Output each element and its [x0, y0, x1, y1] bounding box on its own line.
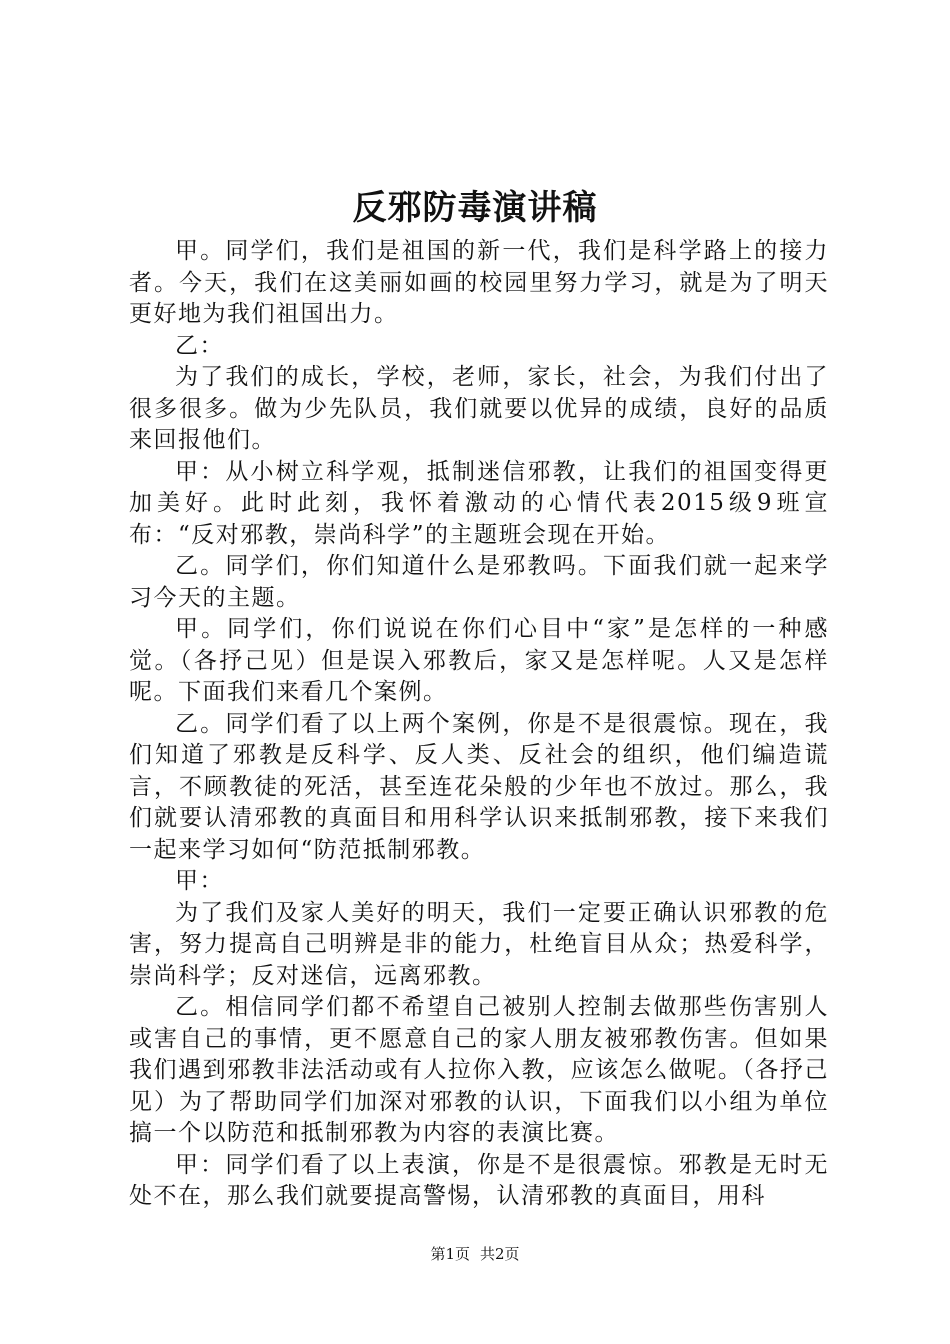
paragraph: 甲：同学们看了以上表演，你是不是很震惊。邪教是无时无处不在，那么我们就要提高警惕，认清邪教的真面目，用科: [129, 1151, 829, 1209]
paragraph: 乙。相信同学们都不希望自己被别人控制去做那些伤害别人或害自己的事情，更不愿意自己的家人朋友被邪教伤害。但如果我们遇到邪教非法活动或有人拉你入教，应该怎么做呢。（各抒己见）为了帮助同学们加深对邪教的认识，下面我们以小组为单位搞一个以防范和抵制邪教为内容的表演比赛。: [129, 994, 829, 1146]
page-footer: [0, 1244, 950, 1264]
paragraph: 乙。同学们，你们知道什么是邪教吗。下面我们就一起来学习今天的主题。: [129, 553, 829, 611]
page-number: 第1页: [430, 1245, 470, 1263]
paragraph: 为了我们的成长，学校，老师，家长，社会，为我们付出了很多很多。做为少先队员，我们就要以优异的成绩，良好的品质来回报他们。: [129, 364, 829, 453]
paragraph: 甲。同学们，你们说说在你们心目中“家”是怎样的一种感觉。（各抒己见）但是误入邪教后，家又是怎样呢。人又是怎样呢。下面我们来看几个案例。: [129, 616, 829, 705]
paragraph: 乙：: [175, 332, 224, 359]
paragraph: 甲：从小树立科学观，抵制迷信邪教，让我们的祖国变得更加美好。此时此刻，我怀着激动的心情代表2015级9班宣布：“反对邪教，崇尚科学”的主题班会现在开始。: [129, 458, 829, 548]
document-body: [129, 236, 829, 1213]
paragraph: 甲。同学们，我们是祖国的新一代，我们是科学路上的接力者。今天，我们在这美丽如画的校园里努力学习，就是为了明天更好地为我们祖国出力。: [129, 238, 829, 327]
paragraph: 乙。同学们看了以上两个案例，你是不是很震惊。现在，我们知道了邪教是反科学、反人类、反社会的组织，他们编造谎言，不顾教徒的死活，甚至连花朵般的少年也不放过。那么，我们就要认清邪教的真面目和用科学认识来抵制邪教，接下来我们一起来学习如何“防范抵制邪教。: [129, 710, 829, 863]
page-total: 共2页: [480, 1245, 520, 1263]
paragraph: 甲：: [175, 868, 224, 894]
document-title: 反邪防毒演讲稿: [352, 188, 598, 228]
paragraph: 为了我们及家人美好的明天，我们一定要正确认识邪教的危害，努力提高自己明辨是非的能力，杜绝盲目从众；热爱科学，崇尚科学；反对迷信，远离邪教。: [129, 899, 829, 989]
